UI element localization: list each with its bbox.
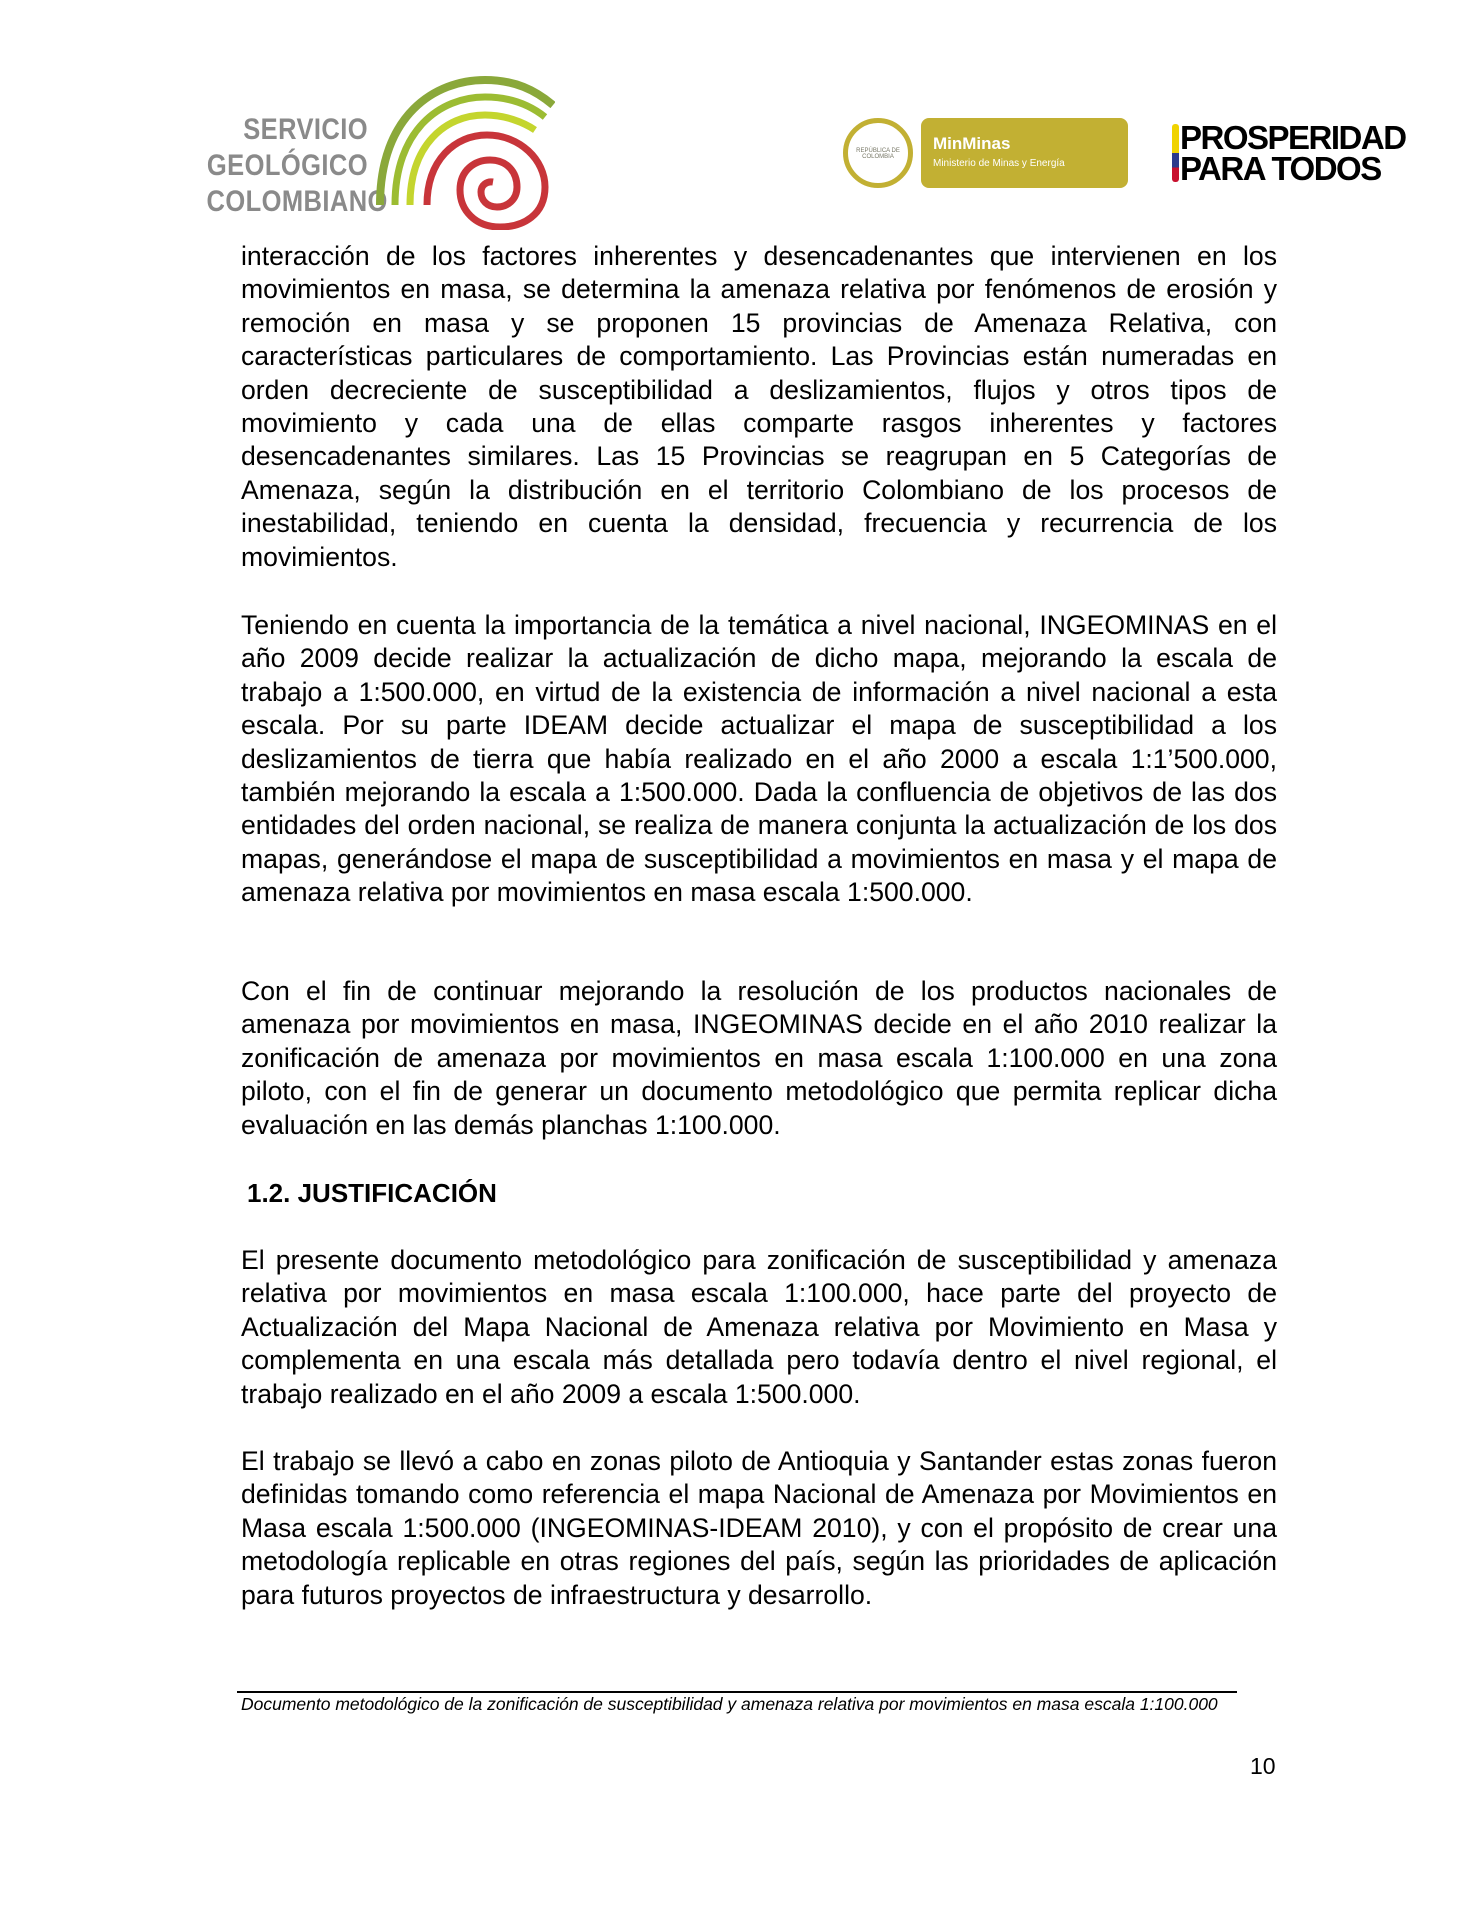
prosperidad-line1: PROSPERIDAD (1180, 119, 1406, 156)
sgc-line3: COLOMBIANO (206, 185, 388, 218)
paragraph: Con el fin de continuar mejorando la resolución de los productos nacionales de amenaza por movimientos en masa, INGEOMINAS decide en el año 2010 realizar la zonificación de amenaza por movimientos en masa escala 1:100.000 en una zona piloto, con el fin de generar un documento metodológico que permita replicar dicha evaluación en las demás planchas 1:100.000. (241, 976, 1277, 1140)
footer-text: Documento metodológico de la zonificación de susceptibilidad y amenaza relativa por movimientos en masa escala 1:100.000 (241, 1694, 1218, 1714)
paragraph: Teniendo en cuenta la importancia de la temática a nivel nacional, INGEOMINAS en el año 2009 decide realizar la actualización de dicho mapa, mejorando la escala de trabajo a 1:500.000, en virtud de la existencia de información a nivel nacional a esta escala. Por su parte IDEAM decide actualizar el mapa de susceptibilidad a los deslizamientos de tierra que había realizado en el año 2000 a escala 1:1’500.000, también mejorando la escala a 1:500.000. Dada la confluencia de objetivos de las dos entidades del orden nacional, se realiza de manera conjunta la actualización de los dos mapas, generándose el mapa de susceptibilidad a movimientos en masa y el mapa de amenaza relativa por movimientos en masa escala 1:500.000. (241, 610, 1277, 908)
colombia-flag-stripe (1172, 124, 1179, 182)
minminas-subtitle: Ministerio de Minas y Energía (933, 158, 1065, 169)
minminas-title: MinMinas (933, 134, 1011, 153)
paragraph: interacción de los factores inherentes y desencadenantes que intervienen en los movimientos en masa, se determina la amenaza relativa por fenómenos de erosión y remoción en masa y se proponen 15 provincias de Amenaza Relativa, con características particulares de comportamiento. Las Provincias están numeradas en orden decreciente de susceptibilidad a deslizamientos, flujos y otros tipos de movimiento y cada una de ellas comparte rasgos inherentes y factores desencadenantes similares. Las 15 Provincias se reagrupan en 5 Categorías de Amenaza, según la distribución en el territorio Colombiano de los procesos de inestabilidad, teniendo en cuenta la densidad, frecuencia y recurrencia de los movimientos. (241, 241, 1277, 572)
prosperidad-logo (1180, 119, 1406, 187)
section-heading: 1.2. JUSTIFICACIÓN (247, 1178, 497, 1208)
coat-of-arms-seal (843, 118, 913, 188)
sgc-line1: SERVICIO (243, 113, 368, 146)
paragraph: El trabajo se llevó a cabo en zonas piloto de Antioquia y Santander estas zonas fueron definidas tomando como referencia el mapa Nacional de Amenaza por Movimientos en Masa escala 1:500.000 (INGEOMINAS-IDEAM 2010), y con el propósito de crear una metodología replicable en otras regiones del país, según las prioridades de aplicación para futuros proyectos de infraestructura y desarrollo. (241, 1446, 1277, 1610)
sgc-line2: GEOLÓGICO (206, 149, 368, 182)
seal-text: REPÚBLICA DE COLOMBIA (856, 148, 900, 160)
minminas-logo (921, 118, 1128, 188)
paragraph: El presente documento metodológico para zonificación de susceptibilidad y amenaza relativa por movimientos en masa escala 1:100.000, hace parte del proyecto de Actualización del Mapa Nacional de Amenaza relativa por Movimiento en Masa y complementa en una escala más detallada pero todavía dentro el nivel regional, el trabajo realizado en el año 2009 a escala 1:500.000. (241, 1245, 1277, 1409)
sgc-spiral-logo (375, 75, 555, 230)
prosperidad-line2: PARA TODOS (1180, 150, 1381, 187)
sgc-logo-text (206, 112, 388, 220)
page-number: 10 (1250, 1753, 1276, 1779)
